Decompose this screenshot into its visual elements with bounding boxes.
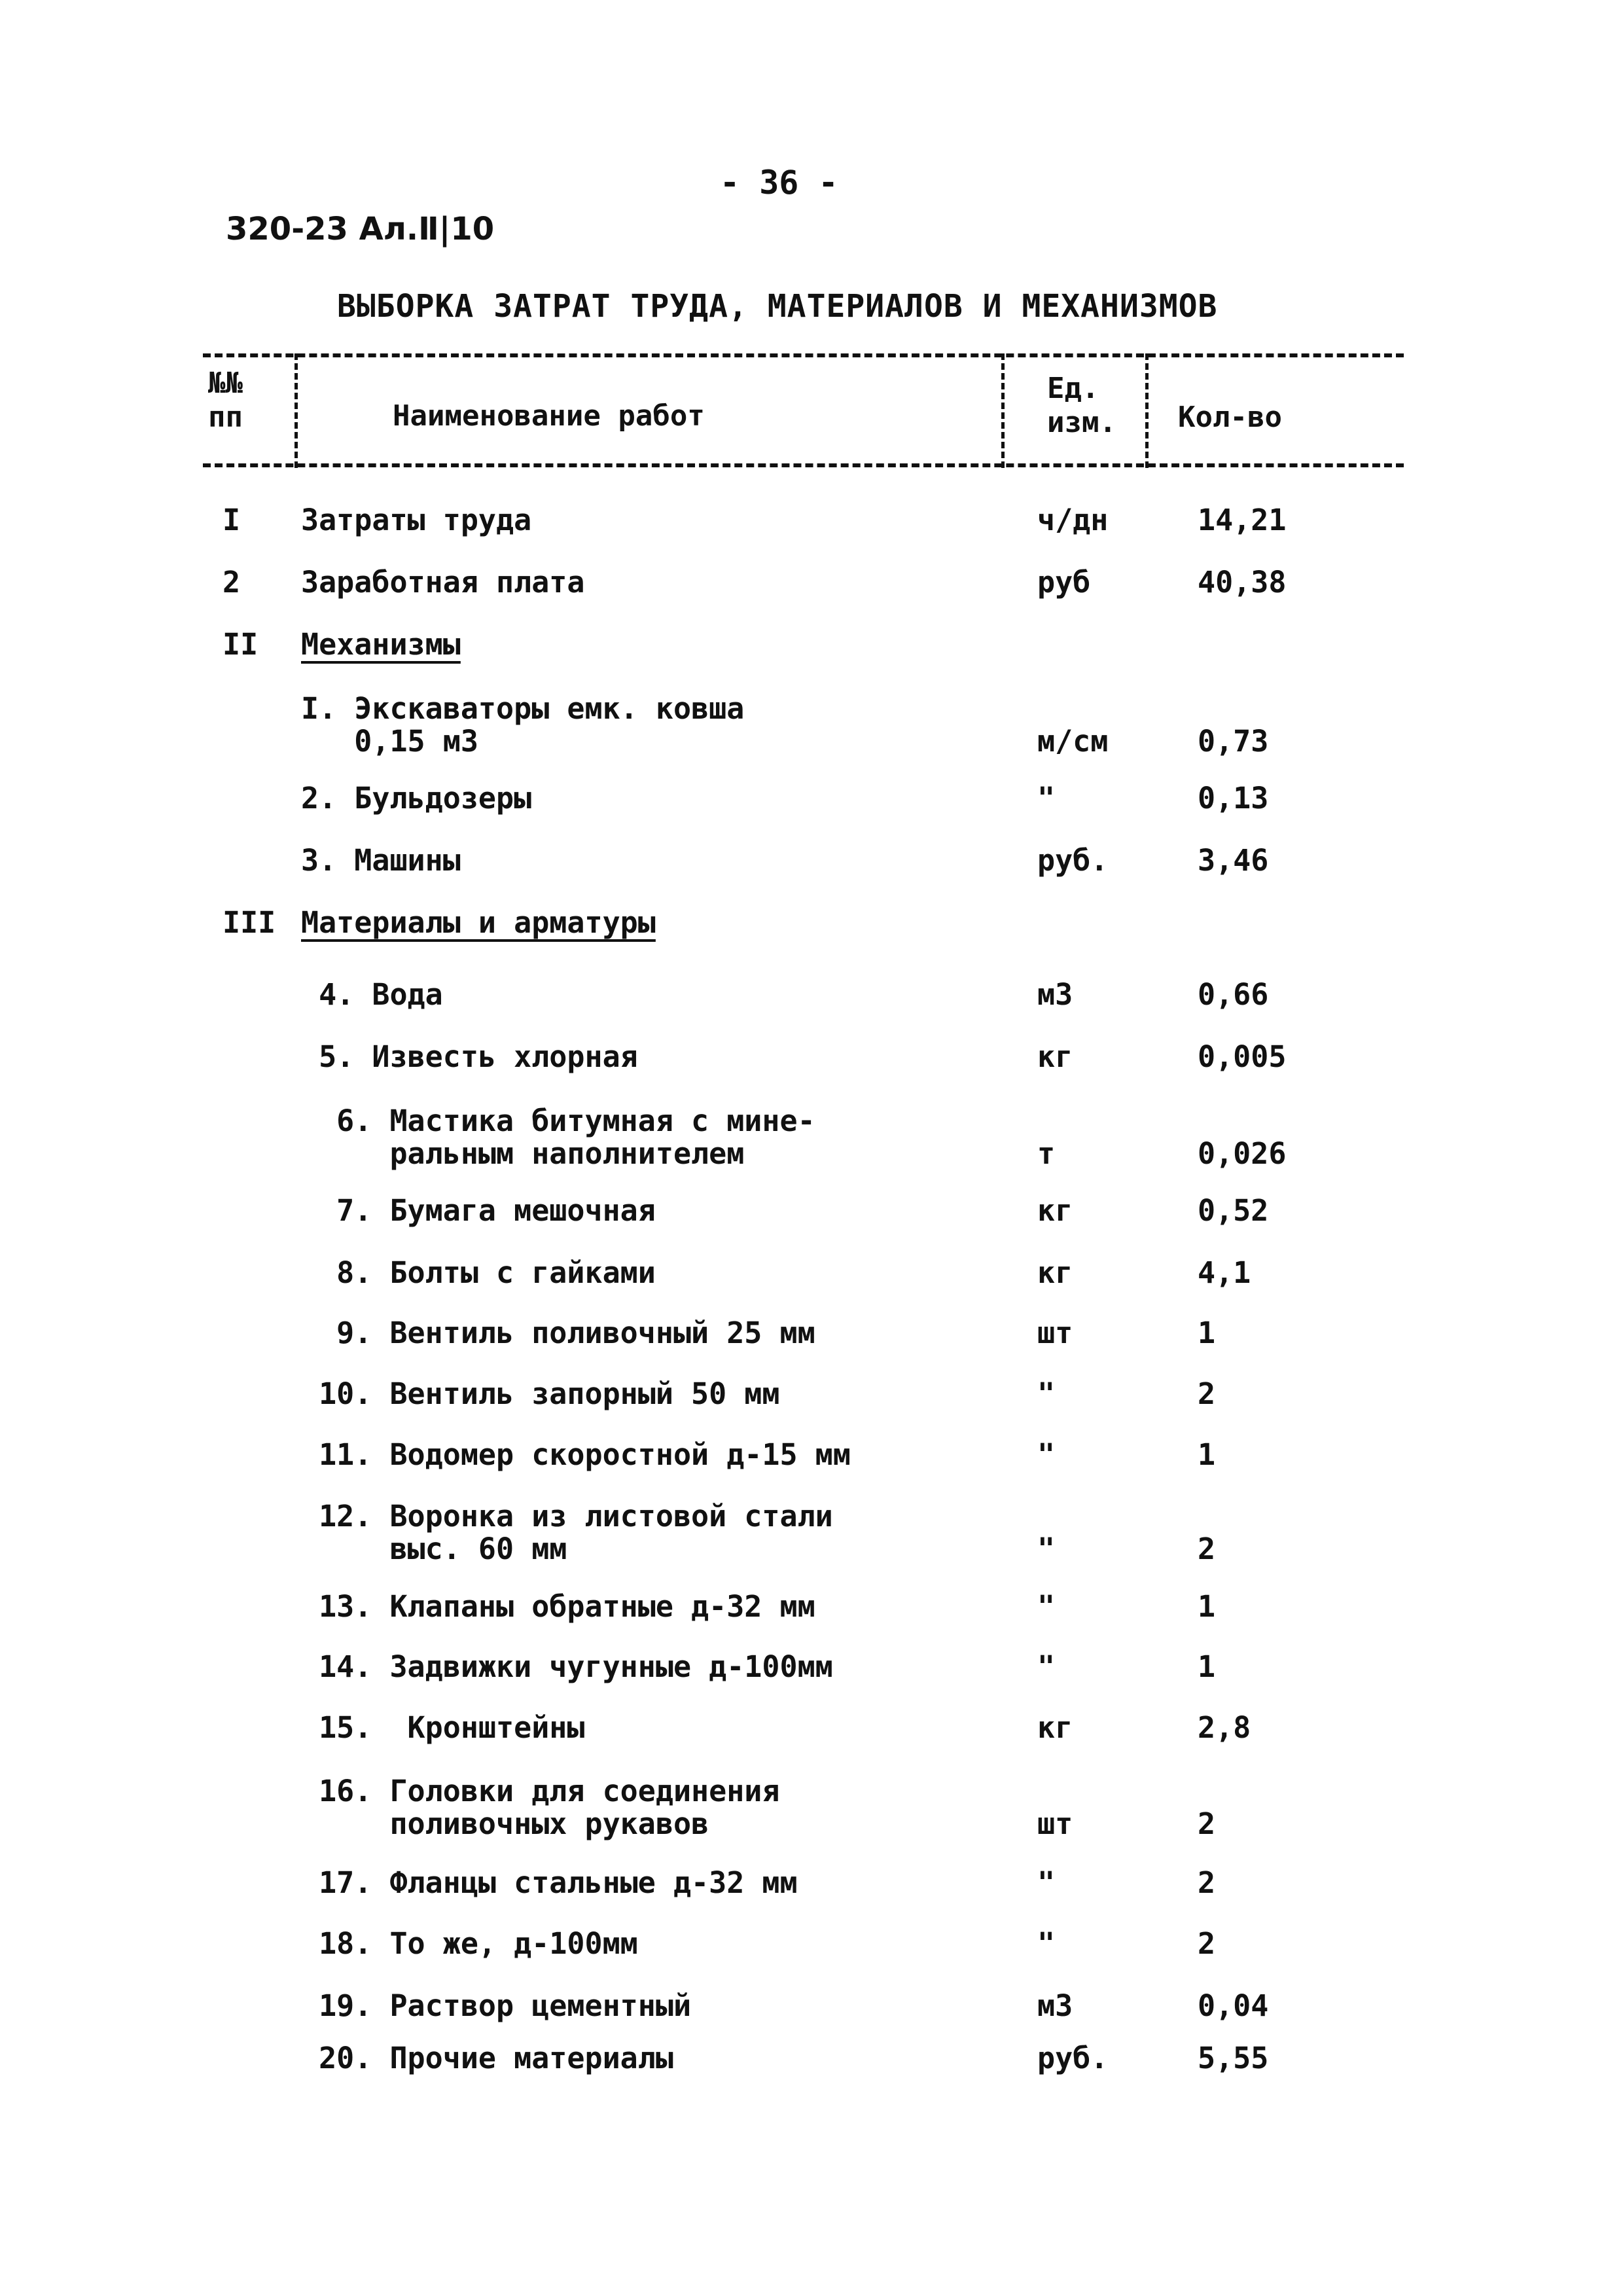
row-name: 2. Бульдозеры	[301, 781, 532, 816]
row-quantity: 2	[1198, 1926, 1216, 1961]
row-name: 12. Воронка из листовой стали выс. 60 мм	[319, 1499, 833, 1566]
row-quantity: 0,04	[1198, 1988, 1269, 2023]
document-code: 320-23 Ал.Ⅱ|10	[226, 211, 495, 247]
row-unit: "	[1037, 781, 1056, 816]
row-number: 2	[223, 565, 241, 600]
row-name: 20. Прочие материалы	[301, 2041, 673, 2075]
header-quantity: Кол-во	[1178, 401, 1282, 434]
row-unit: шт	[1037, 1316, 1073, 1350]
row-quantity: 5,55	[1198, 2041, 1269, 2075]
row-name: 13. Клапаны обратные д-32 мм	[301, 1589, 815, 1624]
row-unit: м3	[1037, 977, 1073, 1012]
row-unit: руб.	[1037, 843, 1109, 878]
row-name: Заработная плата	[301, 565, 585, 600]
row-unit: руб	[1037, 565, 1091, 600]
column-separator	[1145, 353, 1149, 468]
row-unit: кг	[1037, 1039, 1073, 1074]
row-name: 6. Мастика битумная с мине- ральным наполнителем	[336, 1103, 815, 1171]
column-separator	[294, 353, 298, 468]
row-name: 9. Вентиль поливочный 25 мм	[301, 1316, 815, 1350]
row-quantity: 1	[1198, 1649, 1216, 1684]
row-unit: ч/дн	[1037, 503, 1109, 537]
row-unit: шт	[1037, 1806, 1073, 1841]
row-quantity: 2	[1198, 1806, 1216, 1841]
row-unit: "	[1037, 1926, 1056, 1961]
row-unit: м3	[1037, 1988, 1073, 2023]
row-quantity: 0,52	[1198, 1193, 1269, 1228]
row-unit: "	[1037, 1865, 1056, 1900]
row-name: 3. Машины	[301, 843, 461, 878]
row-unit: "	[1037, 1532, 1056, 1566]
row-number: II	[223, 627, 259, 662]
row-quantity: 1	[1198, 1437, 1216, 1472]
header-unit	[1047, 372, 1116, 440]
row-unit: "	[1037, 1589, 1056, 1624]
row-name: 7. Бумага мешочная	[301, 1193, 656, 1228]
row-name: 17. Фланцы стальные д-32 мм	[301, 1865, 798, 1900]
row-quantity: 0,13	[1198, 781, 1269, 816]
row-number: I	[223, 503, 241, 537]
row-name: 15. Кронштейны	[301, 1710, 585, 1745]
row-quantity: 2	[1198, 1532, 1216, 1566]
row-unit: м/см	[1037, 724, 1109, 759]
row-name: 5. Известь хлорная	[301, 1039, 638, 1074]
row-quantity: 14,21	[1198, 503, 1287, 537]
row-quantity: 2	[1198, 1376, 1216, 1411]
row-quantity: 2	[1198, 1865, 1216, 1900]
row-name: 18. То же, д-100мм	[301, 1926, 638, 1961]
row-name: 11. Водомер скоростной д-15 мм	[301, 1437, 851, 1472]
row-number: III	[223, 905, 276, 940]
row-quantity: 3,46	[1198, 843, 1269, 878]
row-quantity: 0,026	[1198, 1136, 1287, 1171]
header-unit-top: Ед.	[1047, 372, 1099, 405]
header-unit-bottom: изм.	[1047, 406, 1116, 439]
row-unit: кг	[1037, 1710, 1073, 1745]
page-number: - 36 -	[720, 164, 838, 202]
row-quantity: 2,8	[1198, 1710, 1251, 1745]
row-quantity: 40,38	[1198, 565, 1287, 600]
row-unit: т	[1037, 1136, 1056, 1171]
table-header-rule	[203, 463, 1404, 467]
row-unit: кг	[1037, 1193, 1073, 1228]
row-quantity: 0,66	[1198, 977, 1269, 1012]
row-unit: руб.	[1037, 2041, 1109, 2075]
header-name: Наименование работ	[393, 399, 705, 433]
row-unit: "	[1037, 1376, 1056, 1411]
header-number-top: №№	[208, 367, 243, 400]
row-quantity: 0,73	[1198, 724, 1269, 759]
row-quantity: 0,005	[1198, 1039, 1287, 1074]
row-unit: кг	[1037, 1255, 1073, 1290]
row-name: 4. Вода	[301, 977, 443, 1012]
row-quantity: 1	[1198, 1589, 1216, 1624]
table-top-rule	[203, 353, 1404, 357]
row-name: 14. Задвижки чугунные д-100мм	[301, 1649, 833, 1684]
row-quantity: 1	[1198, 1316, 1216, 1350]
column-separator	[1001, 353, 1005, 468]
table-title: ВЫБОРКА ЗАТРАТ ТРУДА, МАТЕРИАЛОВ И МЕХАНИЗМОВ	[337, 288, 1218, 325]
row-name: Материалы и арматуры	[301, 905, 656, 940]
row-unit: "	[1037, 1649, 1056, 1684]
row-name: 10. Вентиль запорный 50 мм	[301, 1376, 780, 1411]
row-unit: "	[1037, 1437, 1056, 1472]
row-quantity: 4,1	[1198, 1255, 1251, 1290]
row-name: Механизмы	[301, 627, 461, 662]
header-number-bottom: пп	[208, 401, 243, 434]
row-name: 19. Раствор цементный	[301, 1988, 692, 2023]
row-name: I. Экскаваторы емк. ковша 0,15 м3	[301, 691, 745, 759]
row-name: Затраты труда	[301, 503, 532, 537]
header-number	[208, 367, 243, 435]
row-name: 8. Болты с гайками	[301, 1255, 656, 1290]
row-name: 16. Головки для соединения поливочных рукавов	[319, 1774, 780, 1841]
